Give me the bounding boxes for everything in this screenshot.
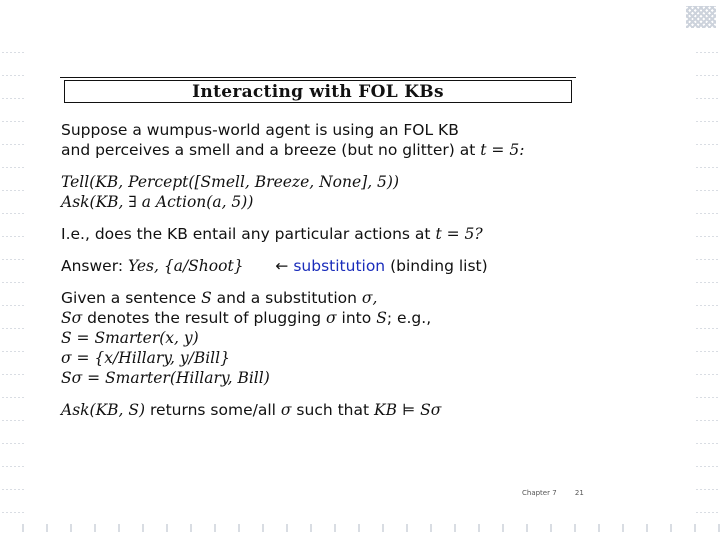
- title-box: [64, 80, 572, 103]
- binding-note: (binding list): [390, 257, 488, 275]
- right-dotted-rail: [694, 30, 720, 530]
- tell-line: Tell(KB, Percept([Smell, Breeze, None], 5)): [61, 173, 400, 191]
- example-eq-1: S = Smarter(x, y): [61, 329, 199, 347]
- title-rule: [60, 77, 576, 78]
- left-dotted-rail: [0, 30, 26, 530]
- intro-line-2: and perceives a smell and a breeze (but no glitter) at t = 5:: [61, 141, 525, 159]
- intro-time: t = 5:: [480, 141, 525, 159]
- slide-footer: [522, 489, 584, 497]
- slide-body: [61, 120, 621, 420]
- corner-pattern: [686, 6, 716, 28]
- example-eq-2: σ = {x/Hillary, y/Bill}: [61, 349, 230, 367]
- answer-label: Answer:: [61, 257, 124, 275]
- chapter-label: Chapter 7: [522, 489, 557, 497]
- question-math: t = 5?: [435, 225, 483, 243]
- slide-title: Interacting with FOL KBs: [192, 81, 444, 102]
- given-line: Given a sentence S and a substitution σ,: [61, 289, 378, 307]
- example-eq-3: Sσ = Smarter(Hillary, Bill): [61, 369, 270, 387]
- page-number: 21: [574, 489, 584, 497]
- question-line: I.e., does the KB entail any particular actions at t = 5?: [61, 225, 483, 243]
- left-arrow-icon: ←: [275, 257, 289, 275]
- ask-line: Ask(KB, ∃ a Action(a, 5)): [61, 193, 254, 211]
- substitution-term: substitution: [293, 257, 386, 275]
- ask-returns-line: Ask(KB, S) returns some/all σ such that KB ⊨ Sσ: [61, 401, 442, 419]
- answer-math: Yes, {a/Shoot}: [127, 257, 244, 275]
- answer-line: [61, 256, 621, 276]
- intro-line-1: Suppose a wumpus-world agent is using an FOL KB: [61, 121, 459, 139]
- bottom-dotted-rail: [0, 524, 720, 532]
- denotes-line: Sσ denotes the result of plugging σ into S; e.g.,: [61, 309, 432, 327]
